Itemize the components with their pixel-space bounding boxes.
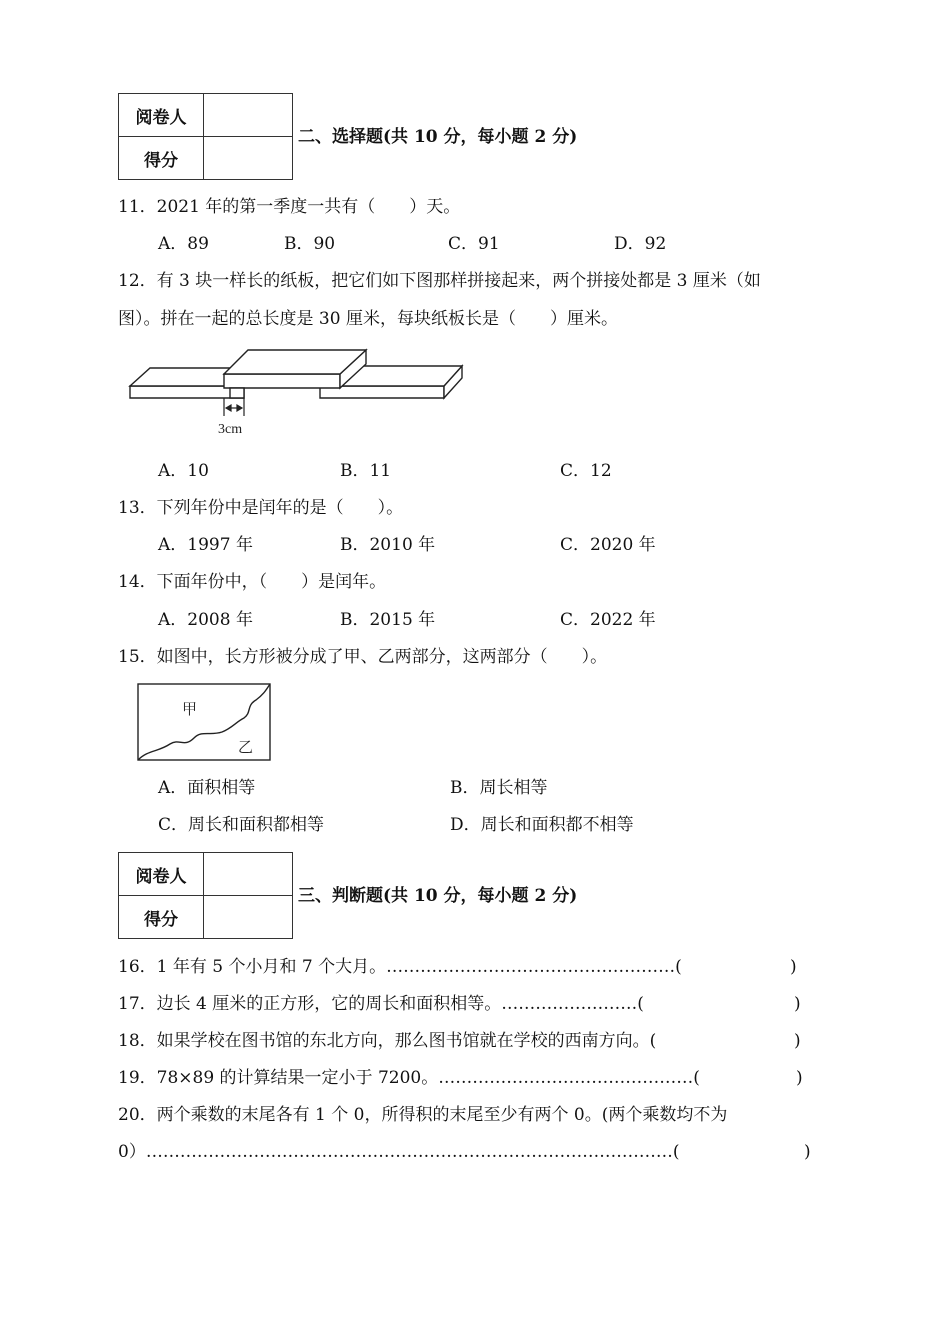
score-blank <box>204 896 293 939</box>
reviewer-blank <box>204 94 293 137</box>
score-label: 得分 <box>119 137 204 180</box>
q12-text-line2: 图）。拼在一起的总长度是 30 厘米，每块纸板长是（ ）厘米。 <box>118 309 618 329</box>
section3-title: 三、判断题(共 10 分，每小题 2 分) <box>298 886 578 906</box>
region-label-yi: 乙 <box>238 738 254 756</box>
score-label: 得分 <box>119 896 204 939</box>
score-table-section3 <box>118 852 293 939</box>
q14-text: 14．下面年份中，（ ）是闰年。 <box>118 572 387 592</box>
score-blank <box>204 137 293 180</box>
q11-text: 11．2021 年的第一季度一共有（ ）天。 <box>118 197 461 217</box>
q20-text-line2: 0）…………………………………………………………………………………( <box>118 1142 680 1162</box>
q16-close-paren: ) <box>790 957 797 977</box>
dimension-label: 3cm <box>218 422 243 437</box>
q15-option-c: C．周长和面积都相等 <box>158 815 325 835</box>
reviewer-label: 阅卷人 <box>119 94 204 137</box>
reviewer-blank <box>204 853 293 896</box>
q14-option-c: C．2022 年 <box>560 610 656 630</box>
q13-text: 13．下列年份中是闰年的是（ ）。 <box>118 498 404 518</box>
q11-option-c: C．91 <box>448 234 500 254</box>
section2-title: 二、选择题(共 10 分，每小题 2 分) <box>298 127 578 147</box>
q12-option-c: C．12 <box>560 461 612 481</box>
q19-close-paren: ) <box>796 1068 803 1088</box>
q13-option-c: C．2020 年 <box>560 535 656 555</box>
boards-figure <box>126 346 466 438</box>
q11-option-b: B．90 <box>284 234 336 254</box>
reviewer-label: 阅卷人 <box>119 853 204 896</box>
q12-option-a: A．10 <box>158 461 209 481</box>
q15-text: 15．如图中，长方形被分成了甲、乙两部分，这两部分（ ）。 <box>118 647 608 667</box>
q18-text: 18．如果学校在图书馆的东北方向，那么图书馆就在学校的西南方向。( <box>118 1031 657 1051</box>
q14-option-b: B．2015 年 <box>340 610 436 630</box>
q16-text: 16．1 年有 5 个小月和 7 个大月。……………………………………………( <box>118 957 682 977</box>
score-table-section2 <box>118 93 293 180</box>
q15-option-a: A．面积相等 <box>158 778 256 798</box>
q14-option-a: A．2008 年 <box>158 610 253 630</box>
q17-close-paren: ) <box>794 994 801 1014</box>
q11-option-d: D．92 <box>614 234 667 254</box>
q19-text: 19．78×89 的计算结果一定小于 7200。………………………………………( <box>118 1068 700 1088</box>
region-label-jia: 甲 <box>182 700 198 718</box>
q13-option-a: A．1997 年 <box>158 535 253 555</box>
rectangle-figure <box>136 682 274 764</box>
q11-option-a: A．89 <box>158 234 209 254</box>
q17-text: 17．边长 4 厘米的正方形，它的周长和面积相等。……………………( <box>118 994 644 1014</box>
q12-text-line1: 12．有 3 块一样长的纸板，把它们如下图那样拼接起来，两个拼接处都是 3 厘米（如 <box>118 271 761 291</box>
q18-close-paren: ) <box>794 1031 801 1051</box>
q20-text-line1: 20．两个乘数的末尾各有 1 个 0，所得积的末尾至少有两个 0。(两个乘数均不为 <box>118 1105 728 1125</box>
q15-option-d: D．周长和面积都不相等 <box>450 815 634 835</box>
q13-option-b: B．2010 年 <box>340 535 436 555</box>
q12-option-b: B．11 <box>340 461 392 481</box>
q15-option-b: B．周长相等 <box>450 778 548 798</box>
q20-close-paren: ) <box>804 1142 811 1162</box>
